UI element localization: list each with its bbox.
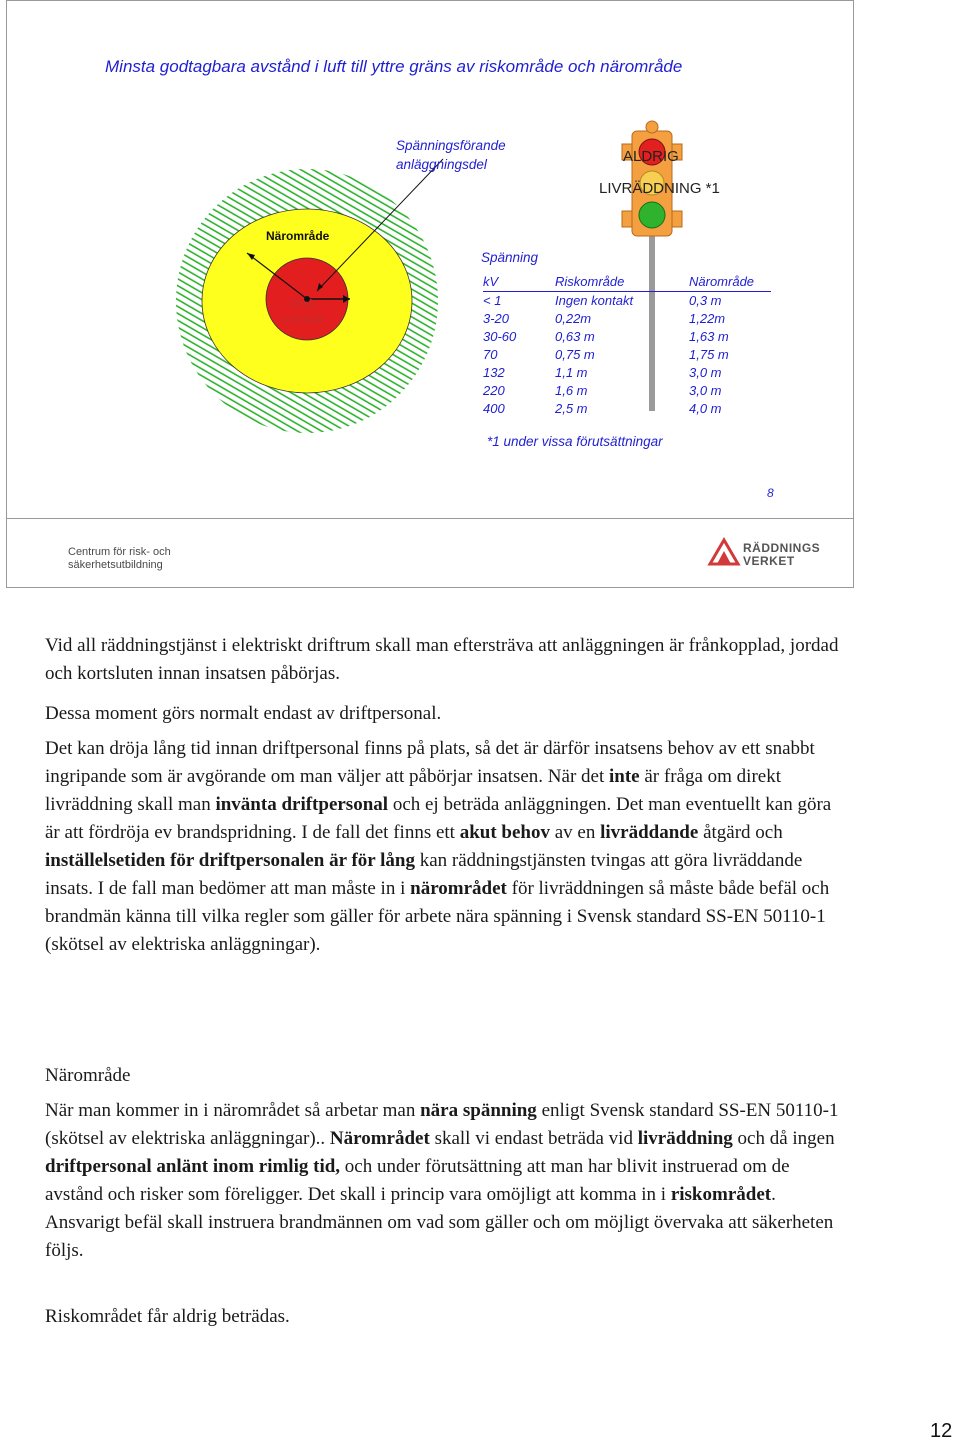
riskomrade-paragraph: Riskområdet får aldrig beträdas. xyxy=(45,1306,290,1327)
signal-wing-bottom-left xyxy=(622,211,632,227)
cell-risk: Ingen kontakt xyxy=(555,293,634,308)
text-run: och under förutsättning att man har blivit instruerad om de avstånd och risker som föreligger. Det skall i princip vara omöjligt att komma in i xyxy=(45,1156,790,1205)
bold-run: driftpersonal anlänt inom rimlig tid, xyxy=(45,1156,341,1177)
cell-kv: 3-20 xyxy=(483,311,510,326)
footer-divider xyxy=(7,518,854,519)
text-run: och ej beträda anläggningen. Det man eventuellt kan göra är att fördröja ev brandspridning. I de fall det finns ett xyxy=(45,794,832,843)
text-run: skall vi endast beträda vid xyxy=(429,1128,638,1149)
cell-risk: 0,75 m xyxy=(555,347,595,362)
bold-run: närområdet xyxy=(410,878,507,899)
cell-nar: 1,63 m xyxy=(689,329,729,344)
cell-nar: 3,0 m xyxy=(689,383,722,398)
crs-line-1: Centrum för risk- och xyxy=(68,546,171,558)
cell-kv: 400 xyxy=(483,401,505,416)
raddningsverket-logo-icon xyxy=(707,536,741,566)
bold-run: inte xyxy=(609,766,640,787)
spanning-label: Spänning xyxy=(481,250,539,265)
bold-run: livräddning xyxy=(637,1128,733,1149)
signal-top-cap xyxy=(646,121,658,133)
naromrade-paragraph xyxy=(45,1097,845,1265)
text-run: och då ingen xyxy=(732,1128,835,1149)
text-run: kan räddningstjänsten tvingas att göra livräddande insats. I de fall man bedömer att man måste in i xyxy=(45,850,803,899)
intro-paragraph: Vid all räddningstjänst i elektriskt driftrum skall man eftersträva att anläggningen är frånkopplad, jordad och kortsluten innan insatsen påbörjas. xyxy=(45,635,839,684)
cell-nar: 1,75 m xyxy=(689,347,729,362)
table-row xyxy=(483,382,771,400)
main-paragraph xyxy=(45,735,845,959)
logo-line-1: RÄDDNINGS xyxy=(743,541,821,555)
bold-run: inställelsetiden för driftpersonalen är för lång xyxy=(45,850,415,871)
text-run: för livräddningen så måste både befäl och brandmän känna till vilka regler som gäller för arbete nära spänning i Svensk standard SS-EN 50110-1 (skötsel av elektriska anläggningar). xyxy=(45,878,830,955)
raddningsverket-logo-text xyxy=(743,542,820,568)
slide-number: 8 xyxy=(767,486,774,500)
green-light-icon xyxy=(639,202,665,228)
text-run: enligt Svensk standard SS-EN 50110-1 (skötsel av elektriska anläggningar).. xyxy=(45,1100,839,1149)
text-run: är fråga om direkt livräddning skall man xyxy=(45,766,781,815)
bold-run: invänta driftpersonal xyxy=(215,794,389,815)
slide-footnote: *1 under vissa förutsättningar xyxy=(487,434,663,449)
risk-line-1: Risk xyxy=(290,297,316,311)
crs-logo-text xyxy=(68,546,171,572)
cell-risk: 0,63 m xyxy=(555,329,595,344)
cell-kv: 70 xyxy=(483,347,498,362)
slide-title: Minsta godtagbara avstånd i luft till yttre gräns av riskområde och närområde xyxy=(105,57,683,76)
bold-run: nära spänning xyxy=(420,1100,537,1121)
table-row xyxy=(483,346,771,364)
text-run: åtgärd och xyxy=(698,822,783,843)
header-naromrade: Närområde xyxy=(689,273,771,292)
table-row xyxy=(483,364,771,382)
spf-line-2: anläggningsdel xyxy=(396,157,487,172)
driftpersonal-paragraph: Dessa moment görs normalt endast av driftpersonal. xyxy=(45,703,442,724)
slide-frame xyxy=(6,0,854,588)
livraddning-label: LIVRÄDDNING *1 xyxy=(599,180,720,197)
bold-run: akut behov xyxy=(459,822,550,843)
naromrade-label: Närområde xyxy=(266,229,330,243)
bold-run: livräddande xyxy=(600,822,699,843)
crs-line-2: säkerhetsutbildning xyxy=(68,559,163,571)
text-run: Det kan dröja lång tid innan driftpersonal finns på plats, så det är därför insatsens behov av ett snabbt ingripande som är avgörande om man väljer att påbörjar insatsen. När det xyxy=(45,738,815,787)
risk-label xyxy=(262,297,344,327)
page-number: 12 xyxy=(930,1420,953,1442)
cell-nar: 1,22m xyxy=(689,311,726,326)
text-run: av en xyxy=(549,822,601,843)
cell-nar: 0,3 m xyxy=(689,293,722,308)
logo-line-2: VERKET xyxy=(743,554,795,568)
table-header-row xyxy=(483,273,771,292)
bold-run: Närområdet xyxy=(329,1128,430,1149)
cell-nar: 3,0 m xyxy=(689,365,722,380)
distance-table xyxy=(483,273,771,418)
cell-risk: 2,5 m xyxy=(555,401,588,416)
aldrig-label: ALDRIG xyxy=(623,148,679,165)
section-heading: Närområde xyxy=(45,1065,131,1086)
table-row xyxy=(483,328,771,346)
cell-kv: 132 xyxy=(483,365,505,380)
bold-run: riskområdet xyxy=(670,1184,772,1205)
cell-kv: < 1 xyxy=(483,293,502,308)
header-riskomrade: Riskområde xyxy=(555,273,689,292)
text-run: . Ansvarigt befäl skall instruera brandmännen om vad som gäller och om möjligt övervaka att säkerheten följs. xyxy=(45,1184,834,1261)
risk-line-2: område xyxy=(281,312,325,326)
spf-line-1: Spänningsförande xyxy=(396,138,506,153)
header-kv: kV xyxy=(483,273,555,292)
cell-risk: 1,1 m xyxy=(555,365,588,380)
table-row xyxy=(483,310,771,328)
spf-label xyxy=(396,136,506,174)
cell-nar: 4,0 m xyxy=(689,401,722,416)
cell-risk: 1,6 m xyxy=(555,383,588,398)
zone-diagram xyxy=(7,1,854,521)
signal-wing-bottom-right xyxy=(672,211,682,227)
cell-kv: 220 xyxy=(483,383,505,398)
table-row xyxy=(483,292,771,311)
table-row xyxy=(483,400,771,418)
cell-risk: 0,22m xyxy=(555,311,592,326)
text-run: När man kommer in i närområdet så arbetar man xyxy=(45,1100,421,1121)
cell-kv: 30-60 xyxy=(483,329,517,344)
